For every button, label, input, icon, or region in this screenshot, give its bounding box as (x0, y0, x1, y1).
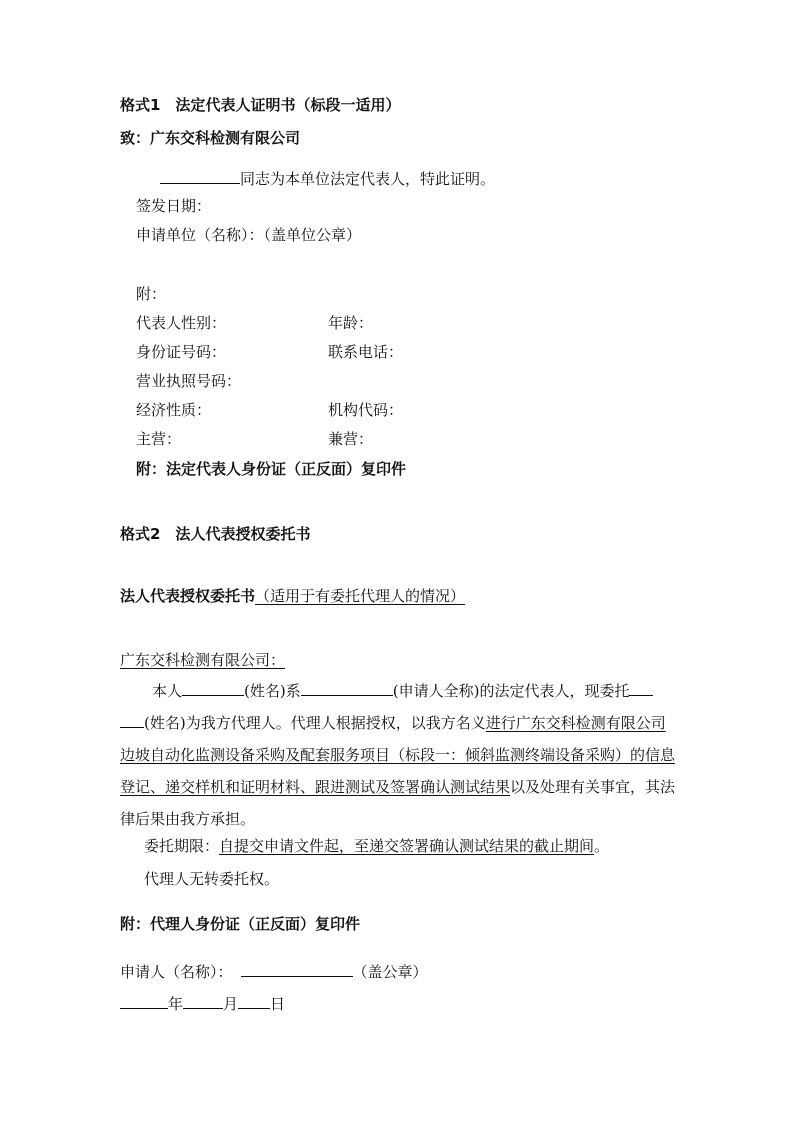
applicant-name-blank[interactable] (241, 961, 353, 977)
authorization-title-bold: 法人代表授权委托书 (120, 587, 256, 605)
attach-label: 附： (136, 285, 167, 303)
date-line (120, 993, 285, 1014)
term-end: 。 (594, 837, 610, 855)
applicant-line (120, 961, 428, 982)
issue-date-label: 签发日期： (136, 197, 212, 215)
principal-name-blank[interactable] (182, 680, 244, 696)
authorization-title (120, 586, 465, 606)
month-blank[interactable] (183, 993, 223, 1009)
no-transfer-text: 代理人无转委托权。 (144, 870, 280, 888)
paragraph-row-1 (120, 675, 712, 707)
format2-heading: 格式2 法人代表授权委托书 (120, 525, 311, 543)
day-label: 日 (270, 995, 286, 1013)
format1-heading: 格式1 法定代表人证明书（标段一适用） (120, 96, 401, 114)
applicant-fullname-blank[interactable] (301, 680, 393, 696)
applicant-label: 申请人（名称）： (120, 963, 233, 981)
month-label: 月 (223, 995, 239, 1013)
certification-line (160, 168, 495, 189)
format1-addressee: 致：广东交科检测有限公司 (120, 129, 301, 147)
id-number-label: 身份证号码： (136, 343, 227, 361)
gender-label: 代表人性别： (136, 314, 227, 332)
agent-name-blank-part2[interactable] (120, 712, 144, 728)
agent-name-blank-part1[interactable] (629, 680, 653, 696)
term-value: 自提交申请文件起，至递交签署确认测试结果的截止期间 (219, 837, 595, 855)
year-label: 年 (168, 995, 184, 1013)
term-line (144, 836, 609, 856)
paragraph-row-2 (120, 707, 712, 739)
text-agent: (姓名)为我方代理人。代理人根据授权，以我方名义 (144, 714, 486, 732)
format2-addressee: 广东交科检测有限公司： (120, 651, 286, 669)
term-label: 委托期限： (144, 837, 220, 855)
day-blank[interactable] (238, 993, 270, 1009)
text-related: 以及处理有关事宜，其法 (510, 778, 676, 796)
text-scope: 登记、递交样机和证明材料、跟进测试及签署确认测试结果 (120, 778, 511, 796)
side-business-label: 兼营： (328, 430, 374, 448)
applicant-unit-label: 申请单位（名称）：（盖单位公章） (136, 226, 362, 244)
phone-label: 联系电话： (328, 343, 404, 361)
econ-nature-label: 经济性质： (136, 401, 212, 419)
text-project-start: 进行广东交科检测有限公司 (485, 714, 666, 732)
age-label: 年龄： (328, 314, 374, 332)
certification-text: 同志为本单位法定代表人，特此证明。 (240, 170, 496, 188)
seal-label: （盖公章） (352, 963, 428, 981)
authorization-paragraph (120, 675, 712, 835)
format2-attachment-note: 附：代理人身份证（正反面）复印件 (120, 915, 361, 933)
paragraph-row-4 (120, 771, 712, 803)
year-blank[interactable] (120, 993, 168, 1009)
main-business-label: 主营： (136, 430, 182, 448)
license-label: 营业执照号码： (136, 372, 242, 390)
authorization-title-note: （适用于有委托代理人的情况） (255, 587, 466, 605)
org-code-label: 机构代码： (328, 401, 404, 419)
text-name-xi: (姓名)系 (244, 682, 301, 700)
text-ben-ren: 本人 (152, 682, 183, 700)
paragraph-row-3: 边坡自动化监测设备采购及配套服务项目（标段一：倾斜监测终端设备采购）的信息 (120, 746, 676, 764)
text-legal-rep: (申请人全称)的法定代表人，现委托 (392, 682, 630, 700)
format1-attachment-note: 附：法定代表人身份证（正反面）复印件 (136, 460, 407, 478)
name-blank[interactable] (160, 168, 240, 184)
paragraph-row-5: 律后果由我方承担。 (120, 810, 256, 828)
